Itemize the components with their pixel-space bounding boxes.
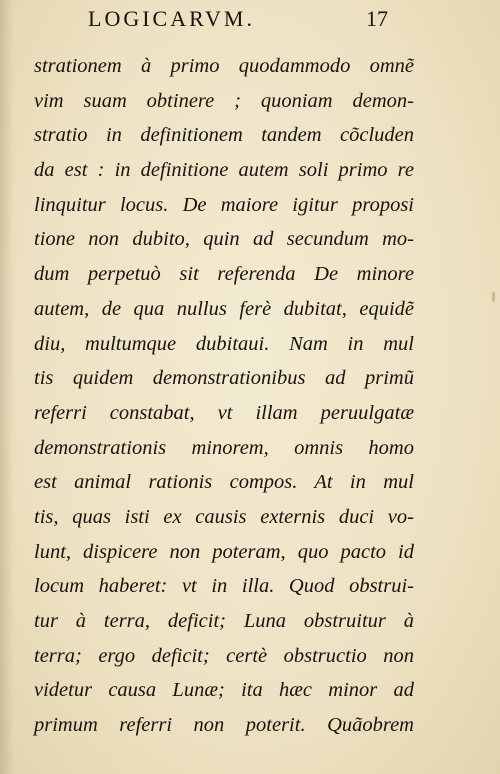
paper-blemish: [492, 292, 495, 302]
text-line: stratio in definitionem tandem cõcluden: [34, 124, 414, 147]
text-line: diu, multumque dubitaui. Nam in mul: [34, 332, 414, 355]
text-line: est animal rationis compos. At in mul: [34, 471, 414, 494]
text-line: lunt, dispicere non poteram, quo pacto id: [34, 540, 414, 563]
running-head: LOGICARVM.: [88, 6, 255, 31]
text-line: primum referri non poterit. Quãobrem: [34, 714, 414, 737]
text-line: vim suam obtinere ; quoniam demon-: [34, 89, 414, 112]
body-text: [34, 49, 414, 743]
text-line: terra; ergo deficit; certè obstructio non: [34, 644, 414, 667]
text-line: tione non dubito, quin ad secundum mo-: [34, 228, 414, 251]
text-line: dum perpetuò sit referenda De minore: [34, 263, 414, 286]
text-line: linquitur locus. De maiore igitur proposi: [34, 193, 414, 216]
text-line: autem, de qua nullus ferè dubitat, equidẽ: [34, 297, 414, 320]
page-number: 17: [366, 6, 388, 31]
page-header: [0, 4, 500, 38]
gutter-shadow: [0, 0, 14, 774]
text-line: referri constabat, vt illam peruulgatæ: [34, 401, 414, 424]
text-line: da est : in definitione autem soli primo re: [34, 159, 414, 182]
text-line: tis, quas isti ex causis externis duci vo-: [34, 505, 414, 528]
text-line: tis quidem demonstrationibus ad primũ: [34, 367, 414, 390]
text-line: tur à terra, deficit; Luna obstruitur à: [34, 610, 414, 632]
text-line: locum haberet: vt in illa. Quod obstrui-: [34, 575, 414, 598]
text-line: strationem à primo quodammodo omnẽ: [34, 55, 414, 77]
text-line: videtur causa Lunæ; ita hæc minor ad: [34, 679, 414, 702]
text-line: demonstrationis minorem, omnis homo: [34, 436, 414, 459]
